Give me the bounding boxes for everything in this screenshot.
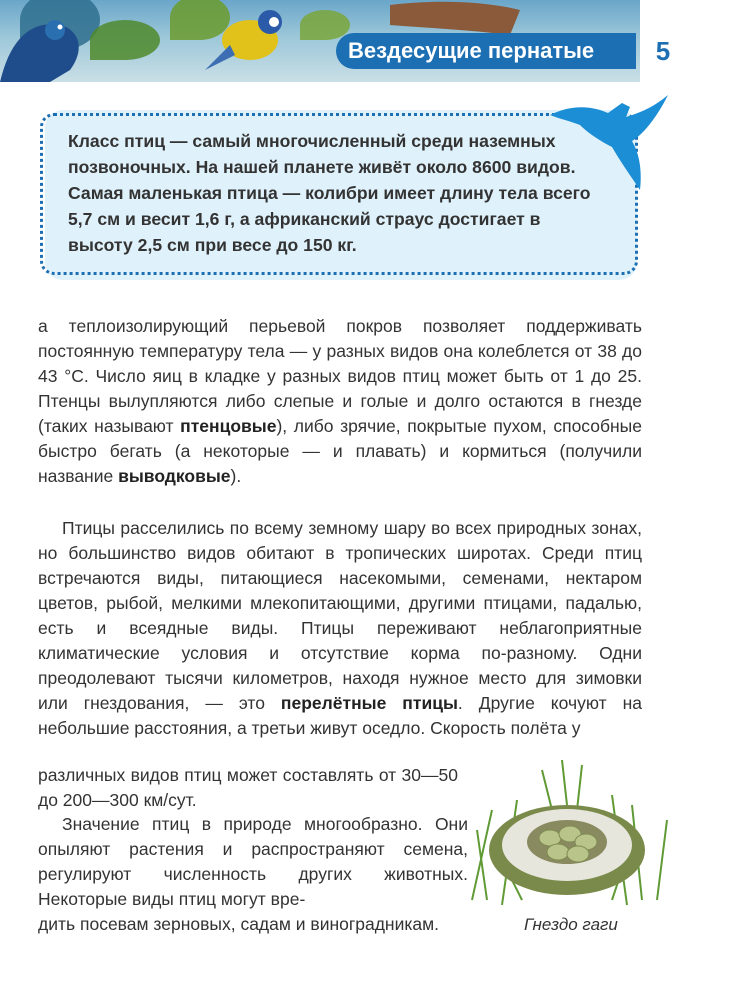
eider-nest-image (462, 750, 672, 910)
paragraph-2-text-b: . Другие кочуют на небольшие расстояния, а третьи живут оседло. Скорость полёта у (38, 693, 643, 738)
figure-caption: Гнездо гаги (524, 915, 618, 934)
term-vyvodkovye: выводковые (118, 466, 231, 486)
tit-bird-image (200, 0, 300, 80)
peacock-image (0, 0, 150, 82)
term-ptentsovye: птенцовые (180, 416, 277, 436)
paragraph-1 (38, 314, 642, 489)
paragraph-1-text-a: а теплоизолирующий перьевой покров позволяет поддерживать постоянную температуру тела — у разных видов она колеблется от 38 до 43 °С. Число яиц в кладке у разных видов птиц может быть от 1 до 25. Птенцы вылупляются либо слепые и голые и долго остаются в гнезде (таких называют (38, 316, 642, 436)
term-pereletnye-ptitsy: перелётные птицы (280, 693, 458, 713)
section-title: Вездесущие пернатые (336, 33, 636, 69)
paragraph-3: Значение птиц в природе многообразно. Они опыляют растения и распространяют семена, регулируют численность других животных. Некоторые виды птиц могут вре- (38, 814, 468, 909)
paragraph-2-text-a: Птицы расселились по всему земному шару во всех природных зонах, но большинство видов обитают в тропических широтах. Среди птиц встречаются виды, питающиеся насекомыми, семенами, нектаром цветов, рыбой, мелкими млекопитающими, другими птицами, падалью, есть и всеядные виды. Птицы переживают неблагоприятные климатические условия и отсутствие корма по-разному. Одни преодолевают тысячи километров, находя нужное место для зимовки или гнездования, — это (38, 518, 642, 713)
paragraph-3-continued: дить посевам зерновых, садам и виноградникам. (38, 914, 440, 934)
paragraph-2-continued: различных видов птиц может составлять от 30—50 до 200—300 км/сут. (38, 765, 458, 810)
paragraph-1-text-c: ). (230, 466, 242, 486)
page-number: 5 (655, 36, 671, 66)
callout-text: Класс птиц — самый многочисленный среди наземных позвоночных. На нашей планете живёт около 8600 видов. Самая маленькая птица — колибри имеет длину тела всего 5,7 см и весит 1,6 г, а африканский страус достигает в высоту 2,5 см при весе до 150 кг. (68, 131, 591, 255)
paragraph-1-text-b: ), либо зрячие, покрытые пухом, способные быстро бегать (а некоторые — и плавать) и кормиться (получили название (38, 416, 642, 486)
paragraph-2 (38, 516, 642, 741)
